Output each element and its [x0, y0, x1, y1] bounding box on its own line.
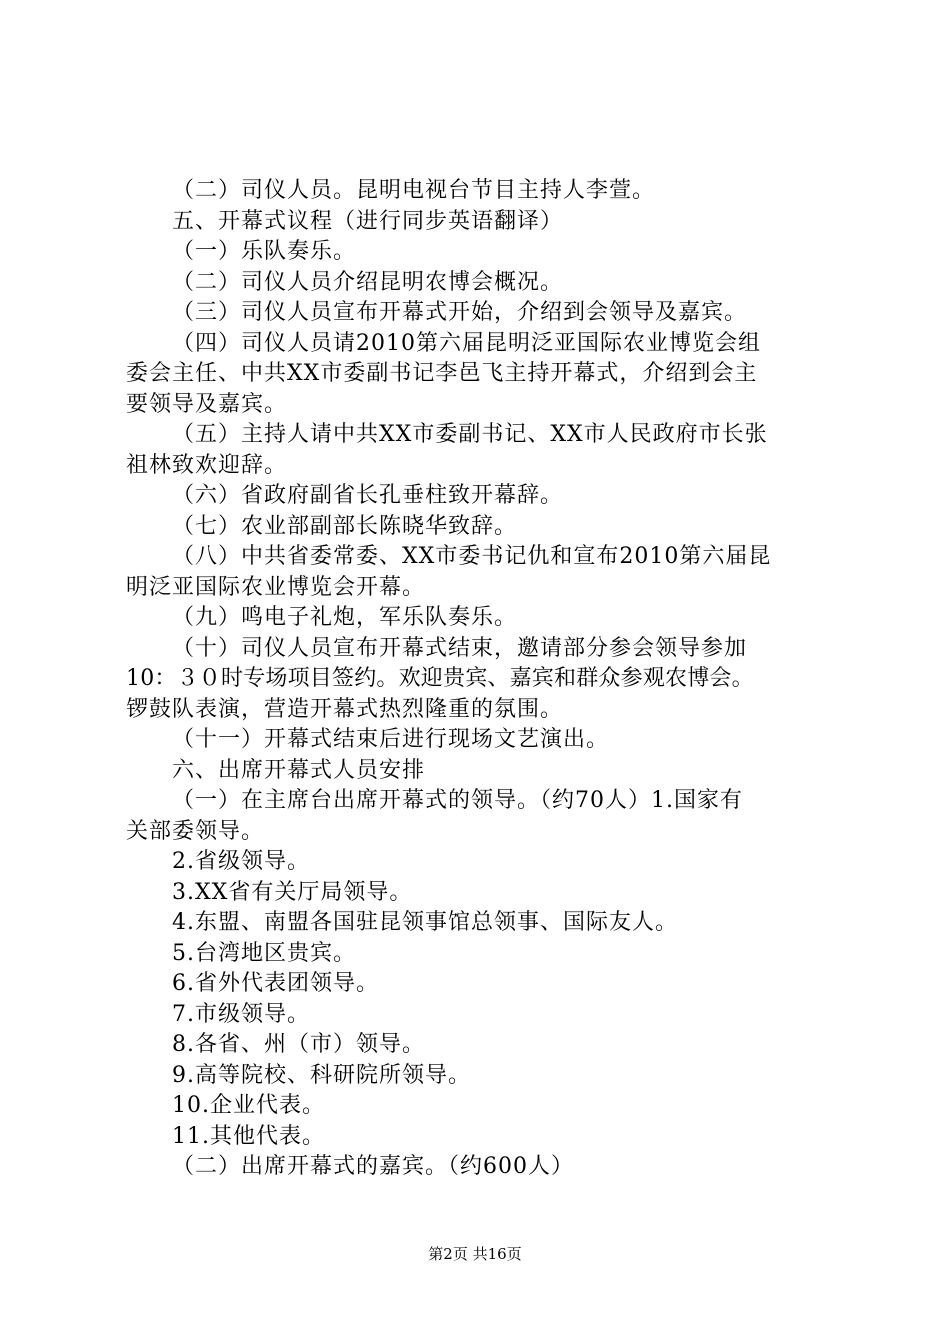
text-line: 锣鼓队表演，营造开幕式热烈隆重的氛围。	[126, 696, 564, 722]
text-line: 10.企业代表。	[172, 1093, 325, 1118]
text-line: （二）司仪人员。昆明电视台节目主持人李萱。	[172, 178, 656, 203]
text-line: 六、出席开幕式人员安排	[172, 757, 426, 783]
text-line: （八）中共省委常委、XX市委书记仇和宣布2010第六届昆	[172, 544, 772, 569]
text-line: （七）农业部副部长陈晓华致辞。	[172, 513, 518, 539]
text-line: （六）省政府副省长孔垂柱致开幕辞。	[172, 483, 564, 508]
text-line: 要领导及嘉宾。	[126, 391, 288, 417]
text-line: （四）司仪人员请2010第六届昆明泛亚国际农业博览会组	[172, 330, 761, 356]
text-line: （一）乐队奏乐。	[172, 239, 357, 264]
text-line: 五、开幕式议程（进行同步英语翻译）	[172, 208, 564, 234]
text-line: 祖林致欢迎辞。	[126, 452, 288, 478]
text-line: 6.省外代表团领导。	[172, 971, 379, 996]
text-line: （一）在主席台出席开幕式的领导。（约70人）1.国家有	[172, 788, 743, 813]
text-line: 委会主任、中共XX市委副书记李邑飞主持开幕式，介绍到会主	[126, 361, 758, 386]
text-line: 5.台湾地区贵宾。	[172, 940, 356, 966]
text-line: 2.省级领导。	[172, 849, 310, 874]
page-footer: 第2页 共16页	[428, 1245, 522, 1263]
text-line: （二）出席开幕式的嘉宾。（约600人）	[172, 1154, 574, 1179]
text-line: 3.XX省有关厅局领导。	[172, 879, 413, 905]
text-line: 4.东盟、南盟各国驻昆领事馆总领事、国际友人。	[172, 910, 678, 935]
text-line: （五）主持人请中共XX市委副书记、XX市人民政府市长张	[172, 422, 768, 447]
text-line: （十一）开幕式结束后进行现场文艺演出。	[172, 727, 610, 752]
text-line: 9.高等院校、科研院所领导。	[172, 1062, 471, 1088]
text-line: （九）鸣电子礼炮，军乐队奏乐。	[172, 605, 518, 630]
text-line: （三）司仪人员宣布开幕式开始，介绍到会领导及嘉宾。	[172, 300, 748, 325]
text-line: 7.市级领导。	[172, 1001, 310, 1027]
text-line: （十）司仪人员宣布开幕式结束，邀请部分参会领导参加	[172, 635, 748, 661]
text-line: 明泛亚国际农业博览会开幕。	[126, 574, 426, 600]
text-line: 10：３０时专场项目签约。欢迎贵宾、嘉宾和群众参观农博会。	[126, 666, 754, 691]
document-body	[126, 176, 838, 1183]
text-line: （二）司仪人员介绍昆明农博会概况。	[172, 269, 564, 295]
text-line: 8.各省、州（市）领导。	[172, 1032, 425, 1057]
text-line: 11.其他代表。	[172, 1123, 325, 1149]
text-line: 关部委领导。	[126, 818, 265, 844]
